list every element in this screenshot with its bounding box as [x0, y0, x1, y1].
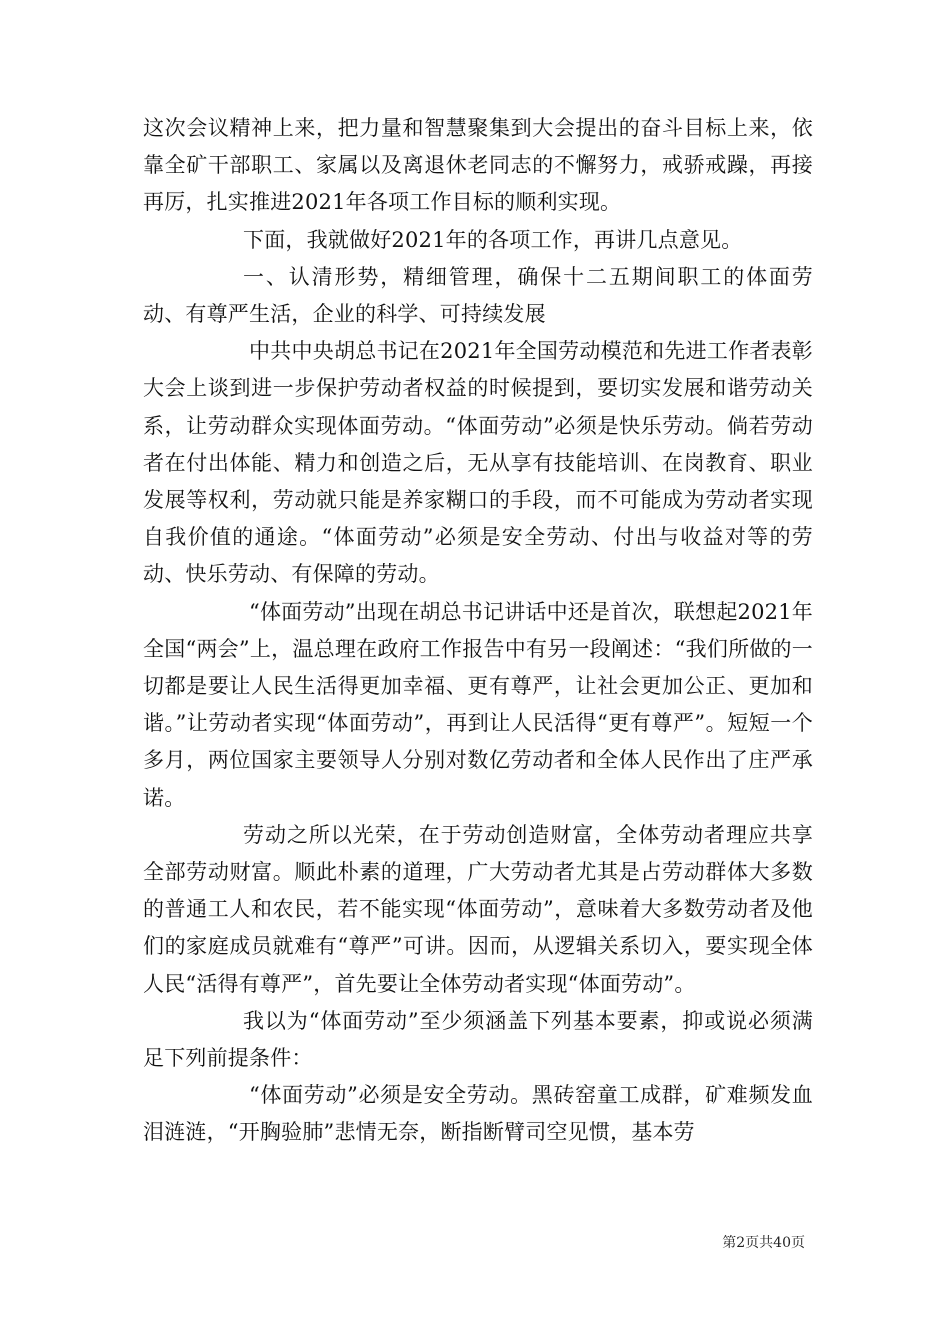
paragraph-decent-labor-1: 中共中央胡总书记在2021年全国劳动模范和先进工作者表彰大会上谈到进一步保护劳动者权益的时候提到，要切实发展和谐劳动关系，让劳动群众实现体面劳动。“体面劳动”必须是快乐劳动。倘若劳动者在付出体能、精力和创造之后，无从享有技能培训、在岗教育、职业发展等权利，劳动就只能是养家糊口的手段，而不可能成为劳动者实现自我价值的通途。“体面劳动”必须是安全劳动、付出与收益对等的劳动、快乐劳动、有保障的劳动。 — [143, 339, 813, 587]
page-number-footer: 第2页共40页 — [722, 1235, 805, 1251]
paragraph-intro-opinions: 下面，我就做好2021年的各项工作，再讲几点意见。 — [243, 227, 743, 252]
paragraph-decent-labor-2: “体面劳动”出现在胡总书记讲话中还是首次，联想起2021年全国“两会”上，温总理在政府工作报告中有另一段阐述：“我们所做的一切都是要让人民生活得更加幸福、更有尊严，让社会更加公正、更加和谐。”让劳动者实现“体面劳动”，再到让人民活得“更有尊严”。短短一个多月，两位国家主要领导人分别对数亿劳动者和全体人民作出了庄严承诺。 — [143, 599, 813, 810]
paragraph-basic-elements: 我以为“体面劳动”至少须涵盖下列基本要素，抑或说必须满足下列前提条件： — [143, 1008, 813, 1071]
paragraph-safe-labor: “体面劳动”必须是安全劳动。黑砖窑童工成群，矿难频发血泪涟涟，“开胸验肺”悲情无奈，断指断臂司空见惯，基本劳 — [143, 1083, 813, 1145]
document-body — [143, 110, 813, 1152]
section-heading-1: 一、认清形势，精细管理，确保十二五期间职工的体面劳动、有尊严生活，企业的科学、可持续发展 — [143, 264, 813, 327]
paragraph-labor-glory: 劳动之所以光荣，在于劳动创造财富，全体劳动者理应共享全部劳动财富。顺此朴素的道理，广大劳动者尤其是占劳动群体大多数的普通工人和农民，若不能实现“体面劳动”，意味着大多数劳动者及他们的家庭成员就难有“尊严”可讲。因而，从逻辑关系切入，要实现全体人民“活得有尊严”，首先要让全体劳动者实现“体面劳动”。 — [143, 822, 813, 996]
paragraph-continuation: 这次会议精神上来，把力量和智慧聚集到大会提出的奋斗目标上来，依靠全矿干部职工、家属以及离退休老同志的不懈努力，戒骄戒躁，再接再厉，扎实推进2021年各项工作目标的顺利实现。 — [143, 116, 813, 215]
